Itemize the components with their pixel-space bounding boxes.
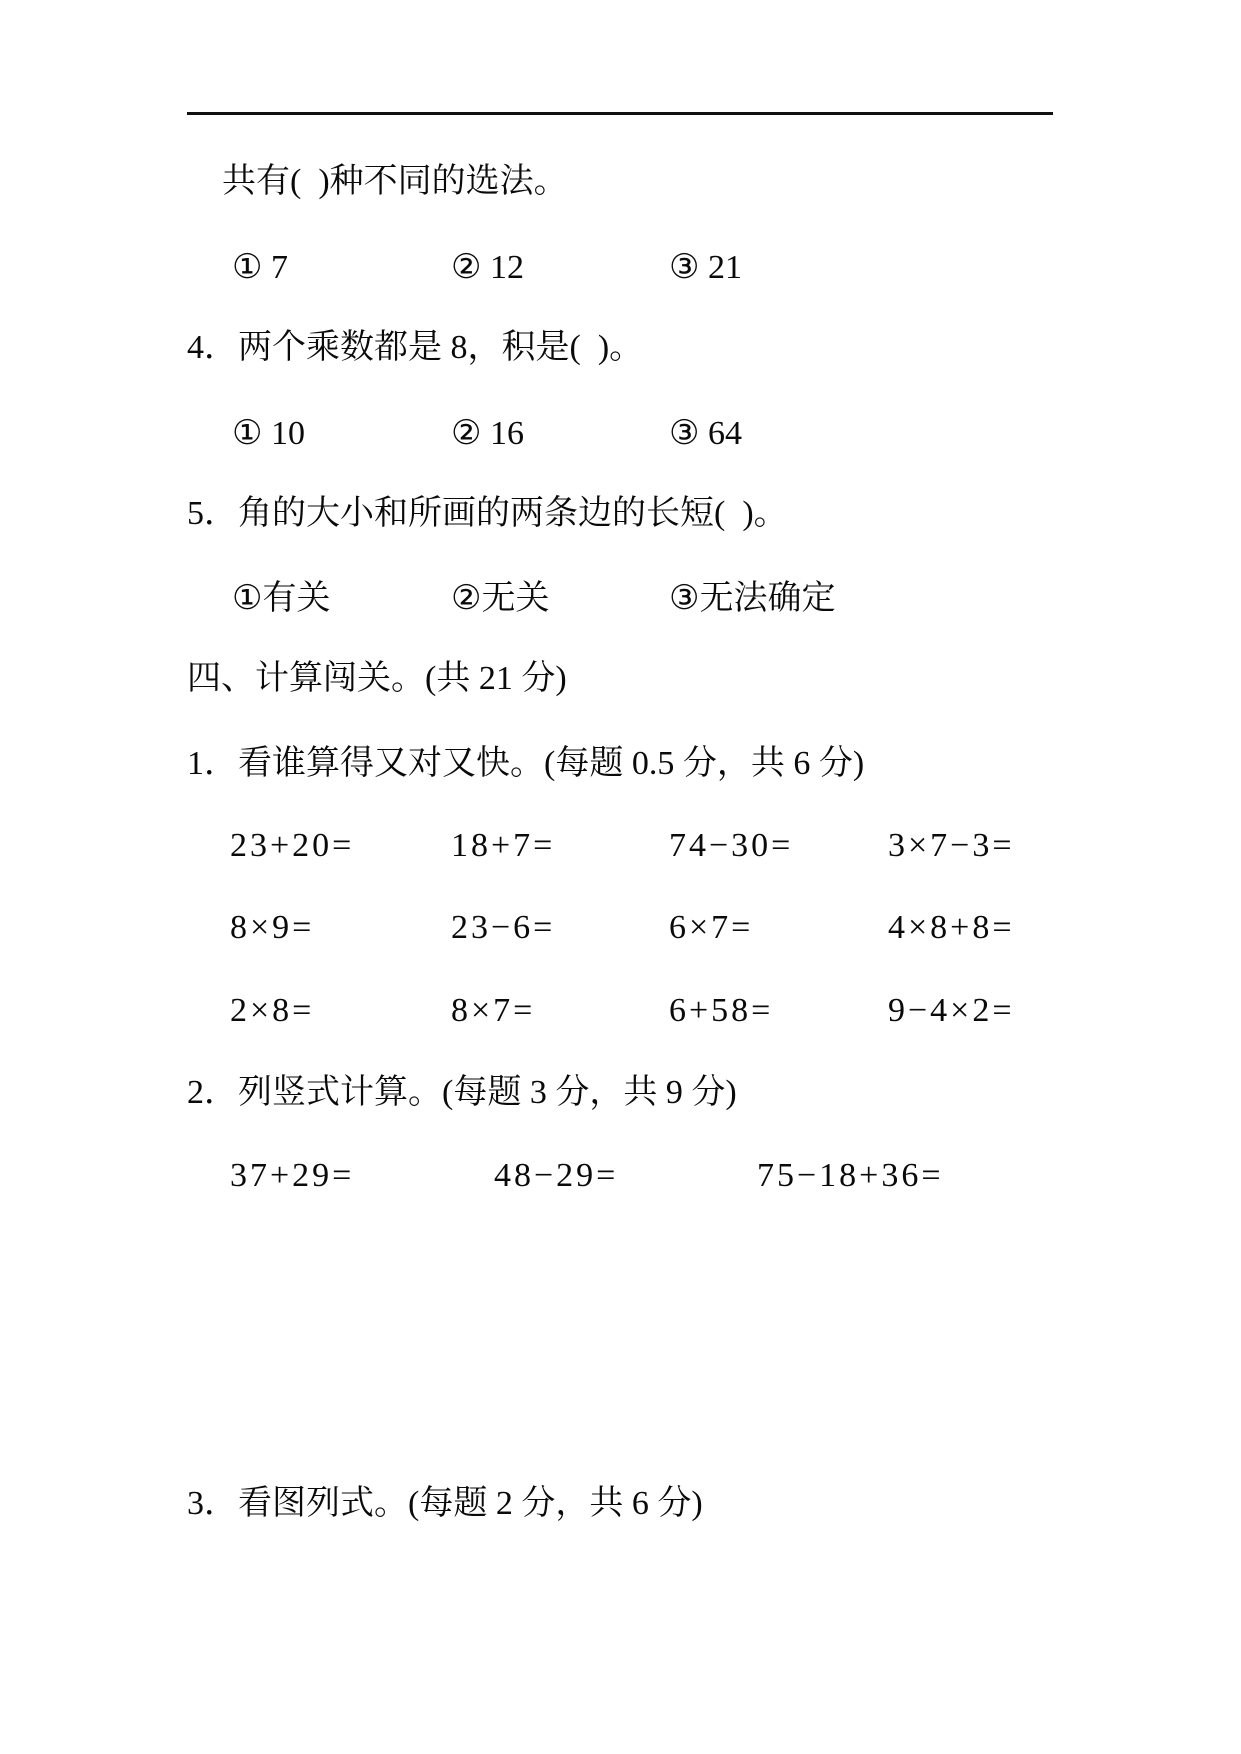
calc-expression: 9−4×2= (888, 992, 1015, 1029)
section4-q1-stem: 1．看谁算得又对又快。(每题 0.5 分，共 6 分) (187, 745, 865, 782)
calc-row-2 (230, 906, 1130, 950)
calc-expression: 23−6= (451, 909, 556, 946)
q5-option-2: ②无关 (451, 580, 550, 617)
calc-expression: 18+7= (451, 827, 556, 864)
q3-option-3: ③ 21 (669, 249, 742, 286)
calc-expression: 3×7−3= (888, 827, 1015, 864)
q4-option-3: ③ 64 (669, 415, 742, 452)
calc-expression: 2×8= (230, 992, 315, 1029)
header-divider-line (187, 112, 1053, 115)
q4-options-row (232, 412, 1052, 456)
calc-expression: 23+20= (230, 827, 355, 864)
calc-expression: 6+58= (669, 992, 774, 1029)
calc-expression: 4×8+8= (888, 909, 1015, 946)
column-calc-row (230, 1154, 1130, 1198)
calc-expression: 6×7= (669, 909, 754, 946)
column-calc-expression: 37+29= (230, 1157, 355, 1194)
column-calc-expression: 75−18+36= (757, 1157, 944, 1194)
q3-options-row (232, 246, 1052, 290)
section4-q3-stem: 3．看图列式。(每题 2 分，共 6 分) (187, 1485, 703, 1522)
q4-option-2: ② 16 (451, 415, 524, 452)
q3-option-2: ② 12 (451, 249, 524, 286)
q5-stem: 5．角的大小和所画的两条边的长短( )。 (187, 495, 788, 532)
q5-option-3: ③无法确定 (669, 580, 836, 617)
q3-stem-tail: 共有( )种不同的选法。 (222, 163, 568, 200)
q4-option-1: ① 10 (232, 415, 305, 452)
calc-expression: 8×9= (230, 909, 315, 946)
calc-row-1 (230, 824, 1130, 868)
calc-expression: 8×7= (451, 992, 536, 1029)
section4-q2-stem: 2．列竖式计算。(每题 3 分，共 9 分) (187, 1074, 737, 1111)
calc-expression: 74−30= (669, 827, 794, 864)
q5-option-1: ①有关 (232, 580, 331, 617)
q4-stem: 4．两个乘数都是 8，积是( )。 (187, 329, 644, 366)
q3-option-1: ① 7 (232, 249, 288, 286)
q5-options-row (232, 577, 1052, 621)
calc-row-3 (230, 989, 1130, 1033)
section-four-heading: 四、计算闯关。(共 21 分) (187, 660, 567, 697)
column-calc-expression: 48−29= (494, 1157, 619, 1194)
